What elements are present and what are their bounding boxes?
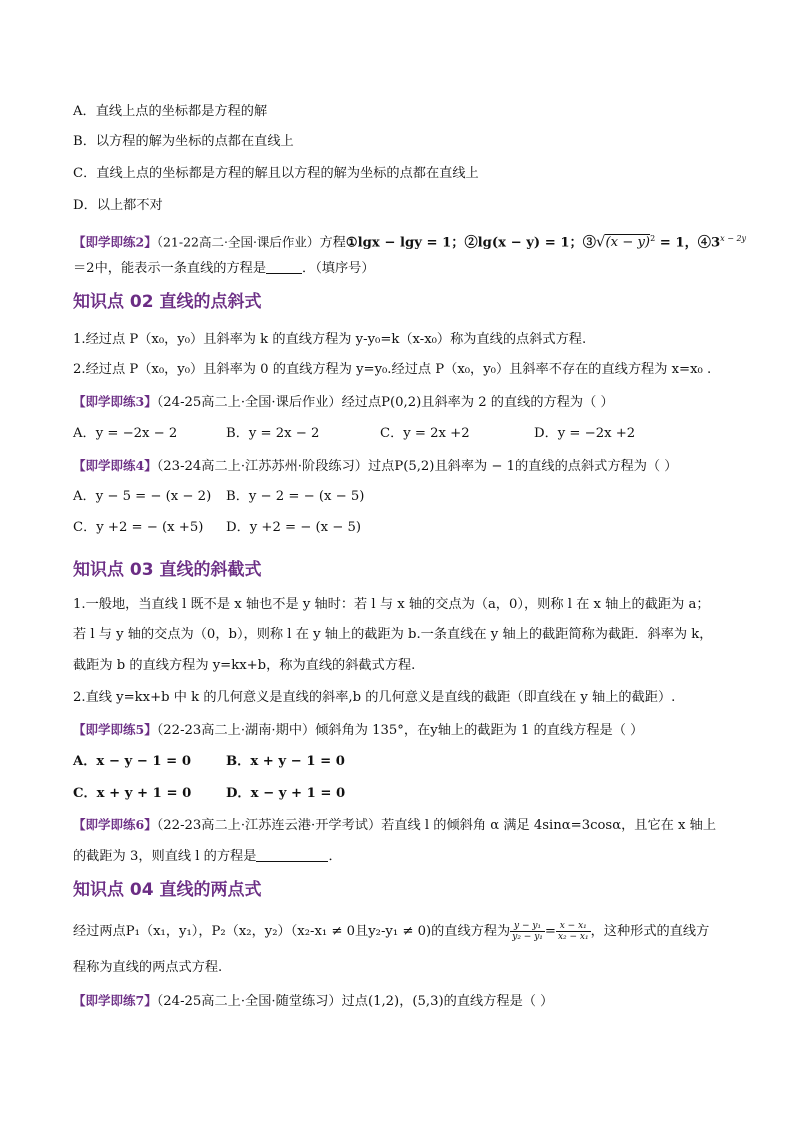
option-d: D．以上都不对: [73, 198, 163, 213]
exercise-tag: 【即学即练5】: [73, 722, 157, 737]
paragraph-text: 经过两点P₁（x₁，y₁），P₂（x₂，y₂）（x₂-x₁ ≠ 0且y₂-y₁ ≠ 0)的直线方程为: [73, 924, 511, 939]
equation-2: ②lg(x − y) = 1；: [464, 235, 583, 251]
exercise-tag: 【即学即练7】: [73, 993, 157, 1008]
option-a: A．y = −2x − 2: [73, 426, 178, 441]
fraction-numerator: x − x₁: [556, 921, 591, 932]
sqrt-symbol: √: [595, 232, 606, 251]
sqrt-content: (x − y): [605, 235, 651, 251]
equation-4-exponent: x − 2y: [720, 234, 747, 243]
paragraph: 2.直线 y=kx+b 中 k 的几何意义是直线的斜率,b 的几何意义是直线的截距（即直线在 y 轴上的截距）.: [73, 690, 676, 705]
exercise-6-line2: [73, 847, 734, 867]
section-heading: 知识点 04 直线的两点式: [73, 880, 262, 900]
exercise-text: （23-24高二上·江苏苏州·阶段练习）过点P(5,2)且斜率为 − 1的直线的点斜式方程为（ ）: [156, 459, 678, 474]
option-a: A．x − y − 1 = 0: [73, 754, 191, 769]
exercise-text: ＝2中，能表示一条直线的方程是: [73, 261, 267, 276]
option-c: C．直线上点的坐标都是方程的解且以方程的解为坐标的点都在直线上: [73, 166, 479, 181]
answer-blank: [256, 847, 328, 862]
option-b: B．y = 2x − 2: [226, 426, 320, 441]
exercise-text: （24-25高二上·全国·随堂练习）过点(1,2)，(5,3)的直线方程是（ ）: [156, 994, 554, 1009]
exercise-lead: 方程: [319, 235, 346, 251]
equation-3-rhs: = 1，: [655, 235, 698, 251]
exercise-6: [73, 815, 734, 836]
fraction-denominator: y₂ − y₁: [512, 932, 543, 942]
section-heading: 知识点 03 直线的斜截式: [73, 560, 262, 580]
option-a: A．y − 5 = − (x − 2): [73, 489, 212, 504]
paragraph: 2.经过点 P（x₀，y₀）且斜率为 0 的直线方程为 y=y₀.经过点 P（x₀，y₀）且斜率不存在的直线方程为 x=x₀ .: [73, 362, 712, 377]
exercise-7: [73, 991, 734, 1012]
answer-blank: [266, 259, 302, 274]
exercise-tag: 【即学即练2】: [73, 234, 157, 250]
option-c: C．y = 2x +2: [380, 426, 470, 441]
paragraph: 1.一般地，当直线 l 既不是 x 轴也不是 y 轴时：若 l 与 x 轴的交点为（a，0），则称 l 在 x 轴上的截距为 a；: [73, 597, 710, 612]
exercise-text-end: ．（填序号）: [302, 261, 375, 276]
equation-3-label: ③: [582, 235, 596, 251]
exercise-2: 【即学即练2】（21-22高二·全国·课后作业）方程①lgx − lgy = 1；②lg(x − y) = 1；③√(x − y)$^2$ = 1，$④3^{x - 2y}$: [73, 232, 747, 251]
option-b: B．x + y − 1 = 0: [226, 754, 345, 769]
equation-1: ①lgx − lgy = 1；: [345, 235, 465, 251]
fraction-x: [556, 921, 591, 942]
exercise-text: （24-25高二上·全国·课后作业）经过点P(0,2)且斜率为 2 的直线的方程为（ ）: [156, 395, 614, 410]
exercise-source: （21-22高二·全国·课后作业）: [156, 234, 320, 250]
exercise-text-end: ．: [328, 849, 342, 864]
exercise-2-line2: [73, 259, 734, 279]
paragraph: 截距为 b 的直线方程为 y=kx+b，称为直线的斜截式方程.: [73, 658, 416, 673]
paragraph: 程称为直线的两点式方程.: [73, 960, 223, 975]
fraction-denominator: x₂ − x₁: [557, 932, 589, 942]
option-b: B．以方程的解为坐标的点都在直线上: [73, 134, 294, 149]
option-d: D．y = −2x +2: [534, 426, 636, 441]
exercise-tag: 【即学即练6】: [73, 817, 157, 832]
fraction-y: [510, 921, 545, 942]
paragraph: [73, 921, 734, 942]
exercise-text: （22-23高二上·湖南·期中）倾斜角为 135°，在y轴上的截距为 1 的直线方程是（ ）: [156, 723, 644, 738]
exercise-4: [73, 456, 734, 477]
exercise-text: 的截距为 3，则直线 l 的方程是: [73, 849, 257, 864]
exercise-tag: 【即学即练3】: [73, 394, 157, 409]
fraction-numerator: y − y₁: [510, 921, 545, 932]
equation-4: ④3: [697, 235, 721, 251]
option-d: D．x − y + 1 = 0: [226, 786, 346, 801]
equals-sign: =: [544, 924, 556, 939]
exercise-5: [73, 720, 734, 741]
section-heading: 知识点 02 直线的点斜式: [73, 292, 262, 312]
option-b: B．y − 2 = − (x − 5): [226, 489, 365, 504]
exercise-text: （22-23高二上·江苏连云港·开学考试）若直线 l 的倾斜角 α 满足 4sinα=3cosα，且它在 x 轴上: [156, 818, 717, 833]
option-d: D．y +2 = − (x − 5): [226, 520, 362, 535]
exercise-3: [73, 392, 734, 413]
option-a: A．直线上点的坐标都是方程的解: [73, 104, 268, 119]
paragraph: 1.经过点 P（x₀，y₀）且斜率为 k 的直线方程为 y-y₀=k（x-x₀）称为直线的点斜式方程.: [73, 332, 587, 347]
paragraph: 若 l 与 y 轴的交点为（0，b），则称 l 在 y 轴上的截距为 b.一条直线在 y 轴上的截距简称为截距．斜率为 k，: [73, 627, 713, 642]
option-c: C．x + y + 1 = 0: [73, 786, 192, 801]
paragraph-text-end: ，这种形式的直线方: [590, 924, 710, 939]
exercise-tag: 【即学即练4】: [73, 458, 157, 473]
option-c: C．y +2 = − (x +5): [73, 520, 204, 535]
